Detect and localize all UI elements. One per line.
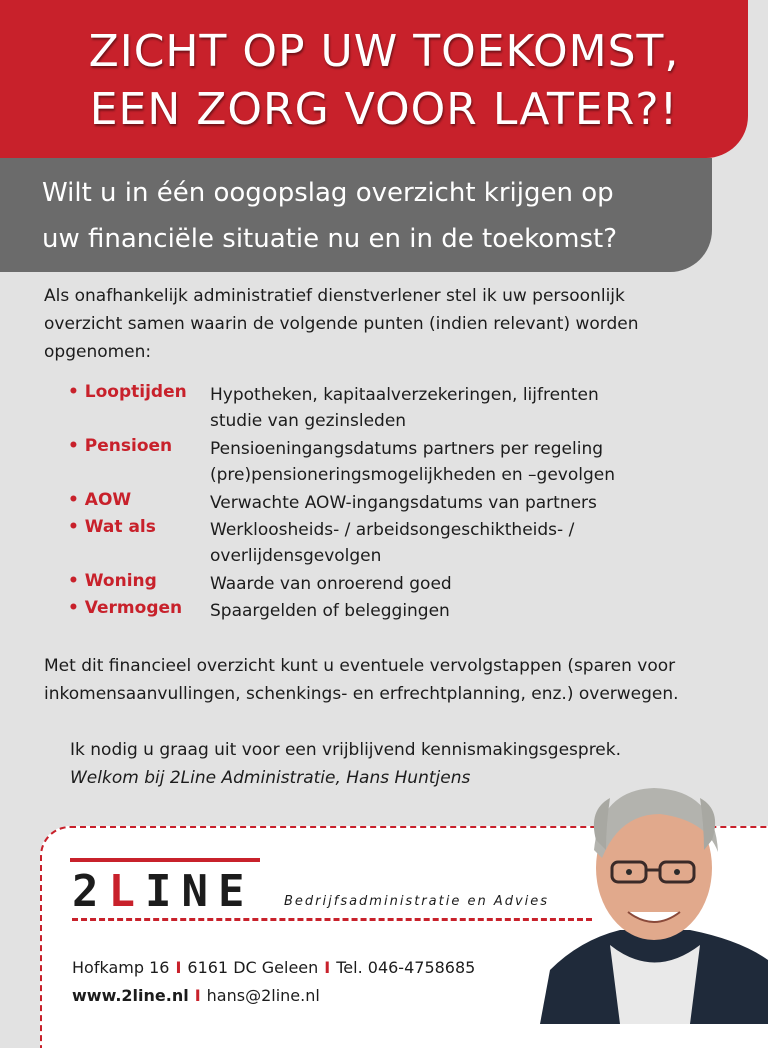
subtitle-banner (0, 158, 712, 272)
list-label-pensioen: • Pensioen (68, 436, 173, 456)
web-line: www.2line.nl I hans@2line.nl (72, 986, 320, 1005)
list-desc-pensioen: Pensioeningangsdatums partners per regeling (pre)pensioneringsmogelijkheden en –gevolgen (210, 439, 615, 485)
page-title-line1: ZICHT OP UW TOEKOMST, (88, 26, 680, 77)
city: 6161 DC Geleen (187, 958, 319, 977)
logo-rule-bottom (72, 918, 592, 921)
portrait-photo (540, 770, 768, 1024)
list-desc-looptijden: Hypotheken, kapitaalverzekeringen, lijfrenten studie van gezinsleden (210, 385, 599, 431)
list-label-looptijden: • Looptijden (68, 382, 187, 402)
invitation: Ik nodig u graag uit voor een vrijblijvend kennismakingsgesprek. Welkom bij 2Line Administratie, Hans Huntjens (70, 736, 621, 792)
address-line: Hofkamp 16 I 6161 DC Geleen I Tel. 046-4758685 (72, 958, 476, 977)
closing-paragraph: Met dit financieel overzicht kunt u eventuele vervolgstappen (sparen voor inkomensaanvullingen, schenkings- en erfrechtplanning, enz.) overwegen. (44, 656, 679, 704)
address: Hofkamp 16 (72, 958, 170, 977)
subtitle-line1: Wilt u in één oogopslag overzicht krijgen op (42, 178, 614, 208)
logo-2line: 2LINE (72, 866, 255, 917)
intro-paragraph: Als onafhankelijk administratief dienstverlener stel ik uw persoonlijk overzicht samen waarin de volgende punten (indien relevant) worden opgenomen: (44, 286, 639, 362)
list-label-aow: • AOW (68, 490, 132, 510)
list-desc-woning: Waarde van onroerend goed (210, 574, 452, 594)
list-desc-aow: Verwachte AOW-ingangsdatums van partners (210, 493, 597, 513)
list-label-wat-als: • Wat als (68, 517, 156, 537)
list-desc-vermogen: Spaargelden of beleggingen (210, 601, 450, 621)
email-link[interactable]: hans@2line.nl (206, 986, 320, 1005)
phone[interactable]: Tel. 046-4758685 (336, 958, 476, 977)
welcome-signature: Welkom bij 2Line Administratie, Hans Huntjens (70, 768, 471, 788)
list-label-vermogen: • Vermogen (68, 598, 183, 618)
page-title-line2: EEN ZORG VOOR LATER?! (89, 84, 679, 135)
logo-rule-top (70, 858, 260, 862)
tagline: Bedrijfsadministratie en Advies (284, 894, 550, 909)
website-link[interactable]: www.2line.nl (72, 986, 189, 1005)
list-desc-wat-als: Werkloosheids- / arbeidsongeschiktheids- / overlijdensgevolgen (210, 520, 575, 566)
list-label-woning: • Woning (68, 571, 157, 591)
subtitle-line2: uw financiële situatie nu en in de toekomst? (42, 224, 618, 254)
